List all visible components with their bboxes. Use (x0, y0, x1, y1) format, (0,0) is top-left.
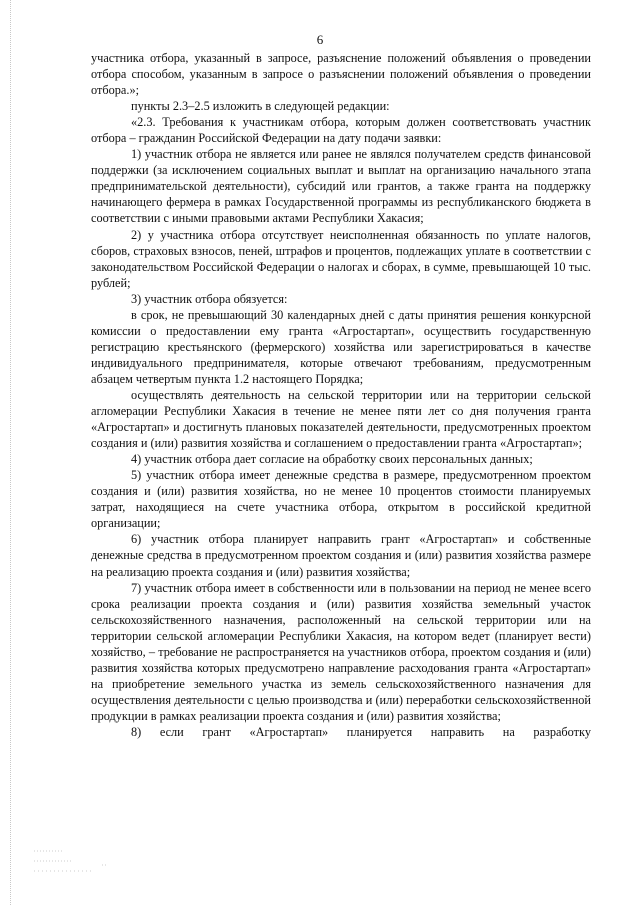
paragraph: осуществлять деятельность на сельской территории или на территории сельской агломерации Республики Хакасия в течение не менее пяти лет со дня получения гранта «Агростартап» и достигнуть плановых показателей деятельности, предусмотренных проектом создания и (или) развития хозяйства и соглашением о предоставлении гранта «Агростартап»; (91, 387, 591, 451)
page-number: 6 (316, 32, 324, 47)
paragraph: «2.3. Требования к участникам отбора, которым должен соответствовать участник отбора – гражданин Российской Федерации на дату подачи заявки: (91, 115, 591, 146)
document-body (91, 50, 591, 740)
paragraph: 1) участник отбора не является или ранее не являлся получателем средств финансовой поддержки (за исключением социальных выплат и выплат на организацию начального этапа предпринимательской деятельности), субсидий или грантов, а также гранта на поддержку начинающего фермера в рамках Государственной программы из республиканского бюджета в соответствии с иными правовыми актами Республики Хакасия; (91, 147, 591, 226)
paragraph: в срок, не превышающий 30 календарных дней с даты принятия решения конкурсной комиссии о предоставлении ему гранта «Агростартап», осуществить государственную регистрацию крестьянского (фермерского) хозяйства или зарегистрироваться в качестве индивидуального предпринимателя, которые отвечают требованиям, предусмотренным абзацем четвертым пункта 1.2 настоящего Порядка; (91, 307, 591, 386)
scan-artifact-marks (32, 845, 162, 885)
paragraph: 6) участник отбора планирует направить грант «Агростартап» и собственные денежные средства в предусмотренном проектом создания и (или) развития хозяйства размере на реализацию проекта создания и (или) развития хозяйства; (91, 532, 591, 579)
scan-left-border (10, 0, 11, 905)
paragraph: 2) у участника отбора отсутствует неисполненная обязанность по уплате налогов, сборов, страховых взносов, пеней, штрафов и процентов, подлежащих уплате в соответствии с законодательством Российской Федерации о налогах и сборах, в сумме, превышающей 10 тыс. рублей; (91, 227, 591, 290)
paragraph: 8) если грант «Агростартап» планируется направить на разработку (131, 724, 591, 739)
paragraph: 5) участник отбора имеет денежные средства в размере, предусмотренном проектом создания и (или) развития хозяйства, но не менее 10 процентов стоимости планируемых затрат, находящиеся на счете участника отбора, открытом в российской кредитной организации; (91, 468, 591, 531)
paragraph: участника отбора, указанный в запросе, разъяснение положений объявления о проведении отбора способом, указанным в запросе о разъяснении положений объявления о проведении отбора.»; (91, 51, 591, 98)
paragraph: пункты 2.3–2.5 изложить в следующей редакции: (131, 99, 390, 114)
paragraph: 4) участник отбора дает согласие на обработку своих персональных данных; (131, 452, 533, 467)
paragraph: 7) участник отбора имеет в собственности или в пользовании на период не менее всего срока реализации проекта создания и (или) развития хозяйства земельный участок сельскохозяйственного назначения, расположенный на сельской территории или на территории сельской агломерации Республики Хакасия, на котором ведет (планирует вести) хозяйство, – требование не распространяется на участников отбора, проектом создания и (или) развития хозяйства которых предусмотрено направление расходования гранта «Агростартап» на приобретение земельного участка из земель сельскохозяйственного назначения для осуществления деятельности с целью производства и (или) переработки сельскохозяйственной продукции в рамках реализации проекта создания и (или) развития хозяйства; (91, 580, 591, 723)
paragraph: 3) участник отбора обязуется: (131, 291, 288, 306)
